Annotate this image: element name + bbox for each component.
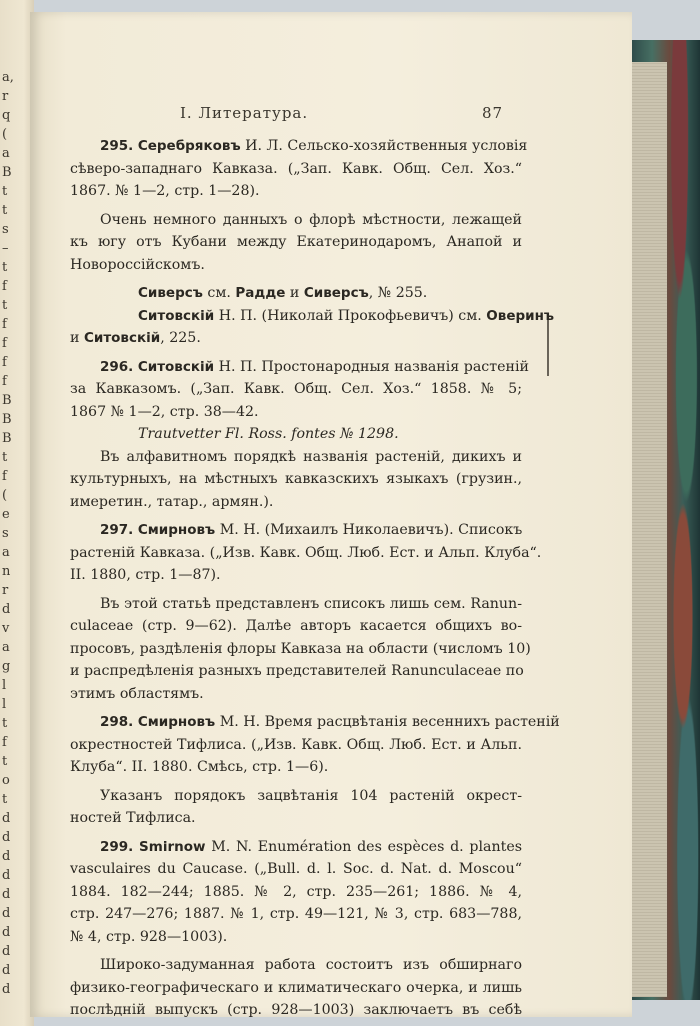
left-page-fragment: a — [2, 146, 10, 161]
left-page-fragment: B — [2, 393, 12, 408]
left-page-fragment: a, — [2, 70, 14, 85]
annotation-line: просовъ, раздѣленія флоры Кавказа на области (числомъ 10) — [70, 640, 531, 657]
entry-297-line: растеній Кавказа. („Изв. Кавк. Общ. Люб. Ест. и Альп. Клуба“. — [70, 544, 542, 561]
left-page-fragment: B — [2, 165, 12, 180]
author-name: Смирновъ — [137, 522, 216, 538]
left-page-fragment: t — [2, 450, 8, 465]
entry-299-line: 1884. 182—244; 1885. № 2, стр. 235—261; 1886. № 4, — [70, 883, 522, 900]
entry-295-line: сѣверо-западнаго Кавказа. („Зап. Кавк. Общ. Сел. Хоз.“ — [70, 160, 522, 177]
left-page-fragment: f — [2, 469, 7, 484]
left-page-fragment: f — [2, 735, 7, 750]
annotation-line: culaceae (стр. 9—62). Далѣе авторъ касается общихъ во- — [70, 618, 522, 634]
annotation-line: и распредѣленія разныхъ представителей Ranunculaceae по — [70, 663, 524, 679]
entry-297-line: 297. Смирновъ М. Н. (Михаилъ Николаевичъ). Списокъ — [100, 522, 523, 538]
annotation-line: Въ этой статьѣ представленъ списокъ лишь сем. Ranun- — [100, 595, 522, 612]
entry-299-line: стр. 247—276; 1887. № 1, стр. 49—121, № 3, стр. 683—788, — [70, 906, 522, 922]
left-page-fragment: d — [2, 906, 11, 921]
left-page-fragment: o — [2, 773, 10, 788]
annotation-line: имеретин., татар., армян.). — [70, 493, 274, 510]
cross-reference: Сиверсъ см. Радде и Сиверсъ, № 255. — [138, 285, 428, 301]
entry-295-line: 295. Серебряковъ И. Л. Сельско-хозяйственныя условія — [100, 138, 528, 154]
left-page-fragment: d — [2, 925, 11, 940]
entry-298-line: 298. Смирновъ М. Н. Время расцвѣтанія весеннихъ растеній — [100, 714, 560, 730]
annotation-line: Новороссійскомъ. — [70, 256, 205, 273]
left-page-fragment: f — [2, 374, 7, 389]
cross-reference: Ситовскій Н. П. (Николай Прокофьевичъ) см. Оверинъ — [138, 307, 555, 324]
running-header — [30, 104, 632, 124]
left-page-fragment: n — [2, 564, 11, 579]
left-page-fragment: r — [2, 583, 9, 598]
left-page-fragment: l — [2, 678, 7, 693]
left-page-fragment: ( — [2, 127, 8, 142]
entry-296-line: 1867 № 1—2, стр. 38—42. — [70, 403, 259, 420]
entry-295-line: 1867. № 1—2, стр. 1—28). — [70, 183, 260, 199]
left-page-fragment: t — [2, 203, 8, 218]
annotation-line: культурныхъ, на мѣстныхъ кавказскихъ языкахъ (грузин., — [70, 471, 522, 487]
left-page-fragment: d — [2, 944, 11, 959]
page-number: 87 — [482, 104, 504, 122]
annotation-line: Въ алфавитномъ порядкѣ названія растеній, дикихъ и — [100, 448, 522, 465]
entry-296-line: за Кавказомъ. („Зап. Кавк. Общ. Сел. Хоз.“ 1858. № 5; — [70, 381, 522, 397]
left-page-fragment: r — [2, 89, 9, 104]
entry-298-line: окрестностей Тифлиса. („Изв. Кавк. Общ. Люб. Ест. и Альп. — [70, 736, 522, 753]
entry-299-line: 299. Smirnow M. N. Enumération des espèces d. plantes — [100, 838, 522, 855]
left-page-fragment: s — [2, 526, 9, 541]
left-page-fragment: d — [2, 982, 11, 997]
entry-297-line: II. 1880, стр. 1—87). — [70, 567, 221, 583]
left-page-fragment: d — [2, 602, 11, 617]
left-page-fragment: q — [2, 108, 11, 123]
left-page-fragment: d — [2, 887, 11, 902]
left-page-fragment: f — [2, 336, 7, 351]
left-page-fragment: v — [2, 621, 10, 636]
annotation-line: Широко-задуманная работа состоитъ изъ обширнаго — [100, 957, 522, 973]
annotation-line: ностей Тифлиса. — [70, 810, 196, 826]
author-name: Смирновъ — [137, 714, 216, 730]
left-page-fragment: d — [2, 849, 11, 864]
left-page-fragment: t — [2, 716, 8, 731]
header-title: I. Литература. — [180, 104, 309, 122]
author-name: Серебряковъ — [137, 138, 241, 154]
annotation-line: Указанъ порядокъ зацвѣтанія 104 растеній окрест- — [100, 787, 522, 804]
left-page-fragment: f — [2, 279, 7, 294]
entry-296-line: 296. Ситовскій Н. П. Простонародныя названія растеній — [100, 358, 529, 375]
left-page-fragment: t — [2, 792, 8, 807]
author-name: Smirnow — [139, 838, 206, 855]
entry-298-line: Клуба“. II. 1880. Смѣсь, стр. 1—6). — [70, 759, 329, 775]
left-page-fragment: t — [2, 184, 8, 199]
entry-299-line: vasculaires du Caucase. („Bull. d. l. Soc. d. Nat. d. Moscou“ — [70, 861, 522, 877]
annotation-line: послѣдній выпускъ (стр. 928—1003) заключаетъ въ себѣ — [70, 1002, 522, 1018]
bibliography-text — [70, 135, 560, 1022]
left-page-fragment: – — [2, 241, 9, 256]
left-page-fragment: g — [2, 659, 11, 674]
entry-296-line: Trautvetter Fl. Ross. fontes № 1298. — [138, 426, 399, 442]
left-page-fragment: t — [2, 298, 8, 313]
annotation-line: къ югу отъ Кубани между Екатеринодаромъ, Анапой и — [70, 234, 522, 250]
annotation-line: Очень немного данныхъ о флорѣ мѣстности, лежащей — [100, 211, 522, 228]
left-page-fragment: B — [2, 412, 12, 427]
book-page — [30, 12, 632, 1017]
annotation-line: физико-географическаго и климатическаго очерка, и лишь — [70, 979, 522, 996]
left-page-fragment: d — [2, 830, 11, 845]
annotation-line: этимъ областямъ. — [70, 685, 204, 702]
left-page-fragment: B — [2, 431, 12, 446]
left-page-fragment: t — [2, 260, 8, 275]
left-page-fragment: ( — [2, 488, 8, 503]
left-page-fragment: l — [2, 697, 7, 712]
left-page-fragment: f — [2, 317, 7, 332]
left-page-fragment: d — [2, 868, 11, 883]
left-page-fragment: a — [2, 545, 10, 560]
left-page-fragment: e — [2, 507, 10, 522]
entry-number: 295. — [100, 138, 134, 154]
left-page-fragment: t — [2, 754, 8, 769]
author-name: Ситовскій — [137, 358, 215, 375]
entry-299-line: № 4, стр. 928—1003). — [70, 928, 228, 945]
left-page-fragment: a — [2, 640, 10, 655]
left-page-fragment: f — [2, 355, 7, 370]
left-page-fragment: d — [2, 963, 11, 978]
left-page-fragment: s — [2, 222, 9, 237]
left-page-edge — [0, 0, 34, 1026]
cross-reference: и Ситовскій, 225. — [70, 330, 201, 346]
left-page-fragment: d — [2, 811, 11, 826]
